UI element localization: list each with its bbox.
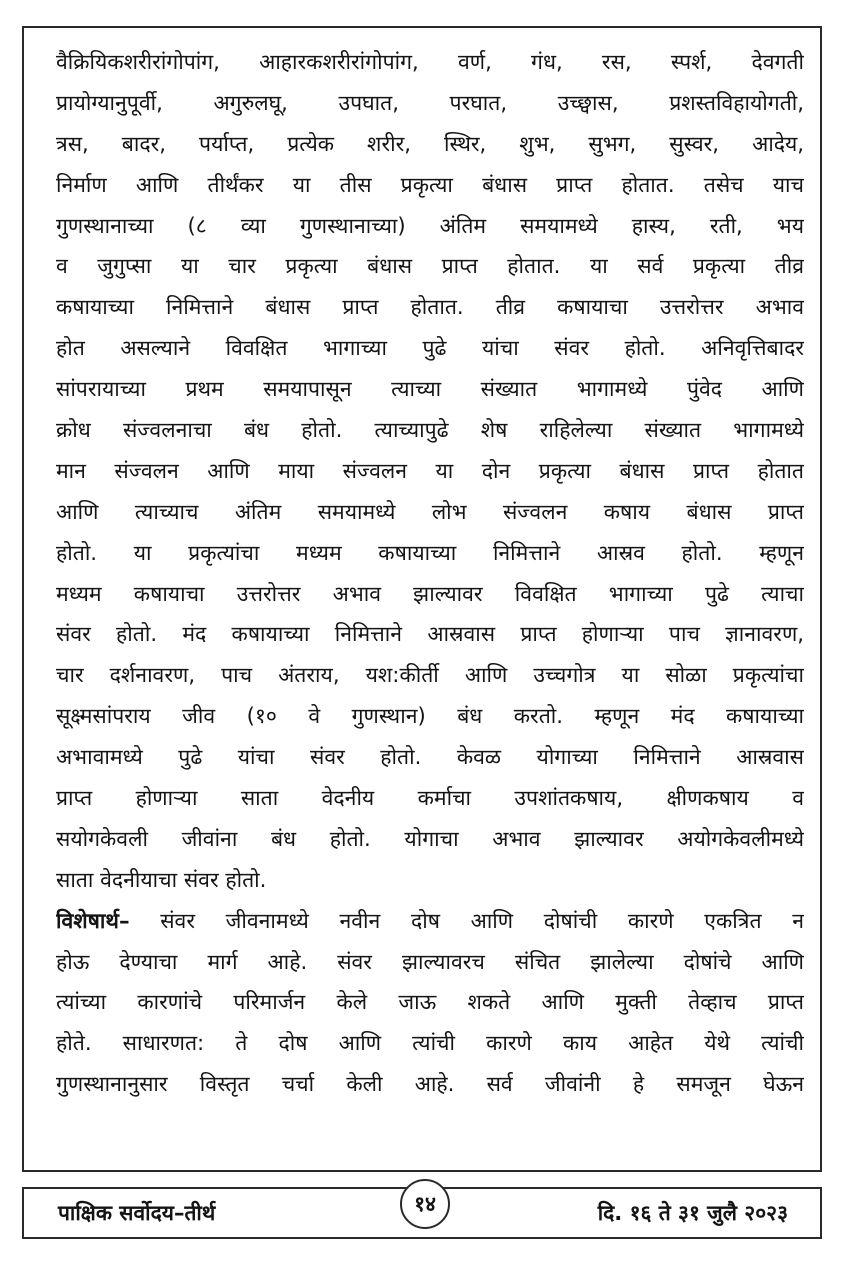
body-text — [56, 42, 804, 1105]
note-line: गुणस्थानानुसार विस्तृत चर्चा केली आहे. सर्व जीवांनी हे समजून घेऊन — [56, 1071, 804, 1097]
body-line: संवर होतो. मंद कषायाच्या निमित्ताने आस्रवास प्राप्त होणाऱ्या पाच ज्ञानावरण, — [56, 621, 804, 647]
body-line: मान संज्वलन आणि माया संज्वलन या दोन प्रकृत्या बंधास प्राप्त होतात — [56, 457, 804, 483]
issue-date: दि. १६ ते ३१ जुलै २०२३ — [597, 1201, 788, 1225]
page-number: १४ — [400, 1179, 450, 1229]
body-line: प्रायोग्यानुपूर्वी, अगुरुलघू, उपघात, परघात, उच्छ्वास, प्रशस्तविहायोगती, — [56, 89, 804, 115]
body-line: क्रोध संज्वलनाचा बंध होतो. त्याच्यापुढे शेष राहिलेल्या संख्यात भागामध्ये — [56, 417, 804, 443]
body-line: वैक्रियिकशरीरांगोपांग, आहारकशरीरांगोपांग, वर्ण, गंध, रस, स्पर्श, देवगती — [56, 49, 804, 74]
note-line: त्यांच्या कारणांचे परिमार्जन केले जाऊ शकते आणि मुक्ती तेव्हाच प्राप्त — [56, 989, 804, 1015]
body-line: साता वेदनीयाचा संवर होतो. — [56, 866, 267, 892]
note-line: होऊ देण्याचा मार्ग आहे. संवर झाल्यावरच संचित झालेल्या दोषांचे आणि — [56, 948, 804, 974]
body-line: त्रस, बादर, पर्याप्त, प्रत्येक शरीर, स्थिर, शुभ, सुभग, सुस्वर, आदेय, — [56, 130, 804, 156]
body-line: कषायाच्या निमित्ताने बंधास प्राप्त होतात. तीव्र कषायाचा उत्तरोत्तर अभाव — [56, 294, 804, 320]
body-line: सांपरायाच्या प्रथम समयापासून त्याच्या संख्यात भागामध्ये पुंवेद आणि — [56, 376, 804, 402]
note-line: होते. साधारणत: ते दोष आणि त्यांची कारणे काय आहेत येथे त्यांची — [56, 1030, 804, 1056]
publication-name: पाक्षिक सर्वोदय–तीर्थ — [58, 1201, 216, 1225]
page-content-frame — [22, 26, 822, 1172]
body-line: सूक्ष्मसांपराय जीव (१० वे गुणस्थान) बंध करतो. म्हणून मंद कषायाच्या — [56, 703, 804, 729]
page-footer — [22, 1187, 822, 1239]
body-line: सयोगकेवली जीवांना बंध होतो. योगाचा अभाव झाल्यावर अयोगकेवलीमध्ये — [56, 825, 804, 851]
body-line: होत असल्याने विवक्षित भागाच्या पुढे यांचा संवर होतो. अनिवृत्तिबादर — [56, 335, 804, 361]
body-line: आणि त्याच्याच अंतिम समयामध्ये लोभ संज्वलन कषाय बंधास प्राप्त — [56, 498, 804, 524]
body-line: निर्माण आणि तीर्थंकर या तीस प्रकृत्या बंधास प्राप्त होतात. तसेच याच — [56, 171, 804, 197]
note-heading: विशेषार्थ– — [56, 907, 130, 933]
body-line: गुणस्थानाच्या (८ व्या गुणस्थानाच्या) अंतिम समयामध्ये हास्य, रती, भय — [56, 212, 804, 238]
note-first-line — [56, 901, 804, 942]
body-line: अभावामध्ये पुढे यांचा संवर होतो. केवळ योगाच्या निमित्ताने आस्रवास — [56, 744, 804, 770]
note-first-line-text: संवर जीवनामध्ये नवीन दोष आणि दोषांची कारणे एकत्रित न — [129, 907, 804, 933]
body-line: व जुगुप्सा या चार प्रकृत्या बंधास प्राप्त होतात. या सर्व प्रकृत्या तीव्र — [56, 253, 804, 279]
body-line: प्राप्त होणाऱ्या साता वेदनीय कर्माचा उपशांतकषाय, क्षीणकषाय व — [56, 785, 804, 811]
body-line: चार दर्शनावरण, पाच अंतराय, यश:कीर्ती आणि उच्चगोत्र या सोळा प्रकृत्यांचा — [56, 662, 804, 688]
body-line: होतो. या प्रकृत्यांचा मध्यम कषायाच्या निमित्ताने आस्रव होतो. म्हणून — [56, 539, 804, 565]
body-line: मध्यम कषायाचा उत्तरोत्तर अभाव झाल्यावर विवक्षित भागाच्या पुढे त्याचा — [56, 580, 804, 606]
